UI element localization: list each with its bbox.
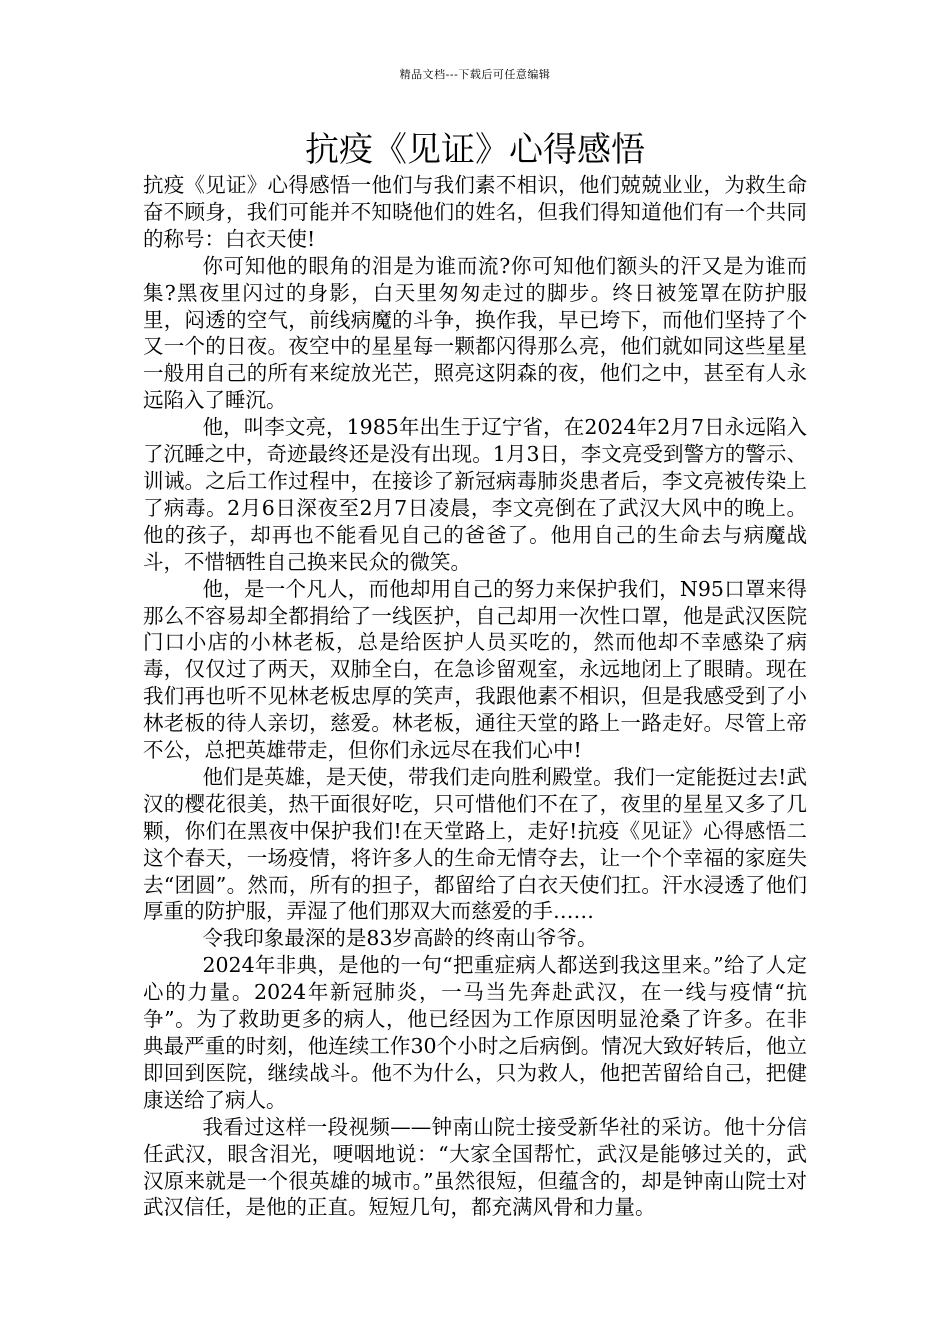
paragraph-4: 他，是一个凡人，而他却用自己的努力来保护我们，N95口罩来得那么不容易却全都捐给了一线医护，自己却用一次性口罩，他是武汉医院门口小店的小林老板，总是给医护人员买吃的，然而他却不幸感染了病毒，仅仅过了两天，双肺全白，在急诊留观室，永远地闭上了眼睛。现在我们再也听不见林老板忠厚的笑声，我跟他素不相识，但是我感受到了小林老板的待人亲切，慈爱。林老板，通往天堂的路上一路走好。尽管上帝不公，总把英雄带走，但你们永远尽在我们心中! [143,576,807,763]
paragraph-8: 我看过这样一段视频——钟南山院士接受新华社的采访。他十分信任武汉，眼含泪光，哽咽地说：“大家全国帮忙，武汉是能够过关的，武汉原来就是一个很英雄的城市。”虽然很短，但蕴含的，却是钟南山院士对武汉信任，是他的正直。短短几句，都充满风骨和力量。 [143,1114,807,1220]
paragraph-1: 抗疫《见证》心得感悟一他们与我们素不相识，他们兢兢业业，为救生命奋不顾身，我们可能并不知晓他们的姓名，但我们得知道他们有一个共同的称号：白衣天使! [143,173,807,251]
paragraph-6: 令我印象最深的是83岁高龄的终南山爷爷。 [202,926,598,951]
header-note: 精品文档---下载后可任意编辑 [399,68,551,81]
paragraph-5: 他们是英雄，是天使，带我们走向胜利殿堂。我们一定能挺过去!武汉的樱花很美，热干面很好吃，只可惜他们不在了，夜里的星星又多了几颗，你们在黑夜中保护我们!在天堂路上，走好!抗疫《见证》心得感悟二这个春天，一场疫情，将许多人的生命无情夺去，让一个个幸福的家庭失去“团圆”。然而，所有的担子，都留给了白衣天使们扛。汗水浸透了他们厚重的防护服，弄湿了他们那双大而慈爱的手…… [143,764,807,924]
document-body [143,172,807,1221]
paragraph-7: 2024年非典，是他的一句“把重症病人都送到我这里来。”给了人定心的力量。2024年新冠肺炎，一马当先奔赴武汉，在一线与疫情“抗争”。为了救助更多的病人，他已经因为工作原因明显沧桑了许多。在非典最严重的时刻，他连续工作30个小时之后病倒。情况大致好转后，他立即回到医院，继续战斗。他不为什么，只为救人，他把苦留给自己，把健康送给了病人。 [143,953,807,1112]
paragraph-3: 他，叫李文亮，1985年出生于辽宁省，在2024年2月7日永远陷入了沉睡之中，奇迹最终还是没有出现。1月3日，李文亮受到警方的警示、训诫。之后工作过程中，在接诊了新冠病毒肺炎患者后，李文亮被传染上了病毒。2月6日深夜至2月7日凌晨，李文亮倒在了武汉大风中的晚上。他的孩子，却再也不能看见自己的爸爸了。他用自己的生命去与病魔战斗，不惜牺牲自己换来民众的微笑。 [143,415,807,574]
document-title: 抗疫《见证》心得感悟 [305,130,645,170]
paragraph-2: 你可知他的眼角的泪是为谁而流?你可知他们额头的汗又是为谁而集?黑夜里闪过的身影，白天里匆匆走过的脚步。终日被笼罩在防护服里，闷透的空气，前线病魔的斗争，换作我，早已垮下，而他们坚持了个又一个的日夜。夜空中的星星每一颗都闪得那么亮，他们就如同这些星星一般用自己的所有来绽放光芒，照亮这阴森的夜，他们之中，甚至有人永远陷入了睡沉。 [143,253,807,413]
